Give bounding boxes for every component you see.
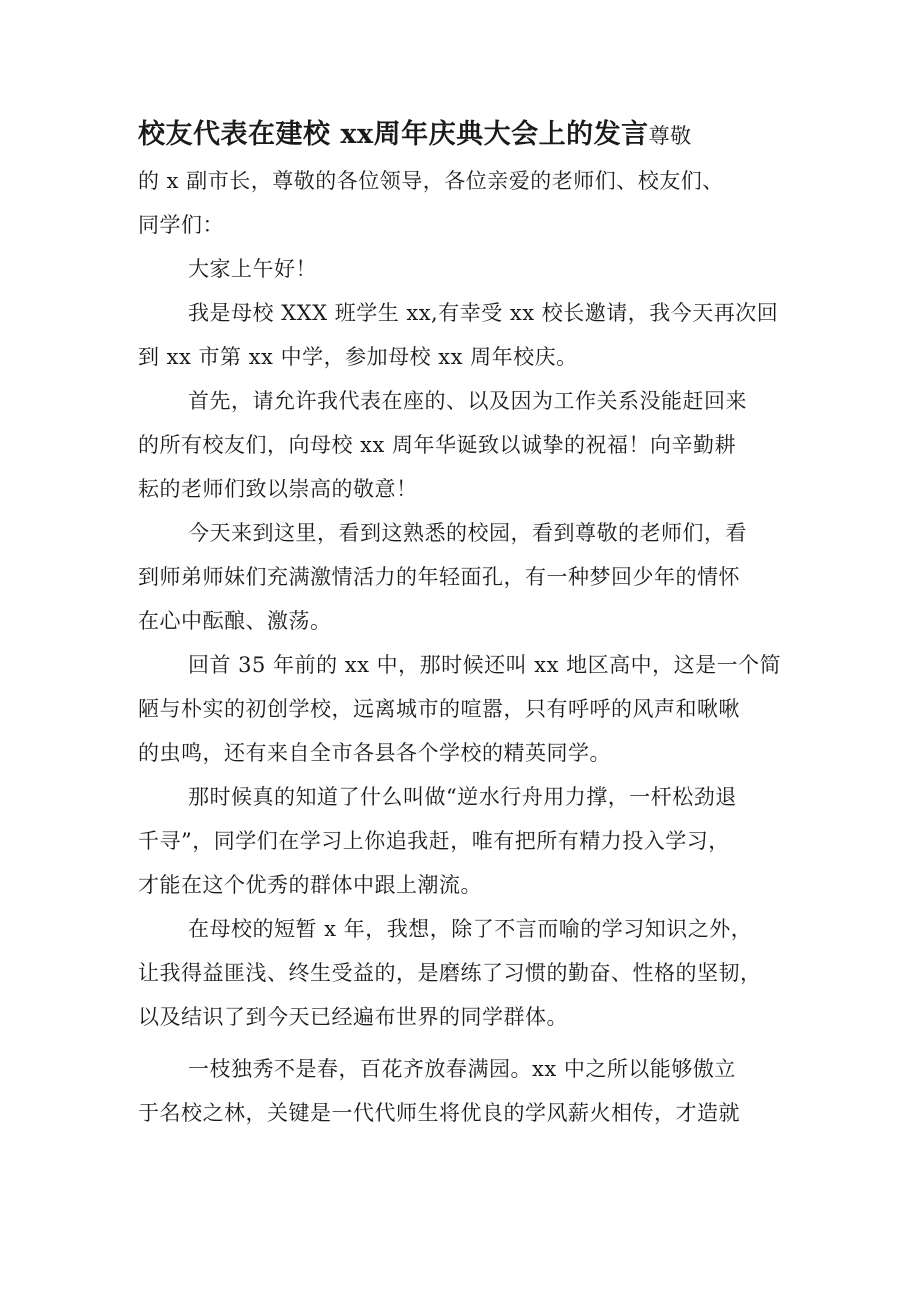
paragraph — [138, 907, 790, 1039]
paragraph-line: 陋与朴实的初创学校，远离城市的喧嚣，只有呼呼的风声和啾啾 — [138, 697, 740, 721]
paragraph-line: 于名校之林，关键是一代代师生将优良的学风薪火相传，才造就 — [138, 1101, 740, 1125]
paragraph — [138, 291, 790, 379]
title-tail-text: 尊敬 — [648, 124, 692, 148]
paragraph-spacer — [138, 1039, 790, 1047]
paragraph-line: 到 xx 市第 xx 中学，参加母校 xx 周年校庆。 — [138, 345, 578, 369]
paragraph-line: 回首 35 年前的 xx 中，那时候还叫 xx 地区高中，这是一个简 — [188, 653, 782, 677]
paragraph-line: 以及结识了到今天已经遍布世界的同学群体。 — [138, 1005, 568, 1029]
salutation-line: 同学们： — [138, 213, 224, 237]
paragraph — [138, 643, 790, 775]
paragraph-line: 那时候真的知道了什么叫做“逆水行舟用力撑，一杆松劲退 — [188, 785, 737, 809]
paragraph-line: 在母校的短暂 x 年，我想，除了不言而喻的学习知识之外， — [188, 917, 753, 941]
paragraph-line: 到师弟师妹们充满激情活力的年轻面孔，有一种梦回少年的情怀 — [138, 565, 740, 589]
document-title — [138, 112, 790, 159]
paragraph-line: 的虫鸣，还有来自全市各县各个学校的精英同学。 — [138, 741, 611, 765]
paragraph-line: 的所有校友们，向母校 xx 周年华诞致以诚挚的祝福！向辛勤耕 — [138, 433, 737, 457]
paragraph-line: 在心中酝酿、激荡。 — [138, 609, 332, 633]
salutation-line: 的 x 副市长，尊敬的各位领导，各位亲爱的老师们、校友们、 — [138, 169, 724, 193]
document-page — [138, 112, 790, 1135]
paragraph — [138, 775, 790, 907]
paragraph — [138, 511, 790, 643]
paragraph — [138, 379, 790, 511]
paragraph — [138, 1047, 790, 1135]
paragraph-line: 一枝独秀不是春，百花齐放春满园。xx 中之所以能够傲立 — [188, 1057, 736, 1081]
paragraph-line: 耘的老师们致以崇高的敬意！ — [138, 477, 418, 501]
paragraph-line: 大家上午好！ — [188, 257, 317, 281]
paragraph — [138, 247, 790, 291]
paragraph-line: 我是母校 XXX 班学生 xx,有幸受 xx 校长邀请，我今天再次回 — [188, 301, 779, 325]
paragraph-line: 让我得益匪浅、终生受益的，是磨练了习惯的勤奋、性格的坚韧， — [138, 961, 762, 985]
paragraph-line: 首先，请允许我代表在座的、以及因为工作关系没能赶回来 — [188, 389, 747, 413]
paragraph-line: 今天来到这里，看到这熟悉的校园，看到尊敬的老师们，看 — [188, 521, 747, 545]
paragraph-line: 才能在这个优秀的群体中跟上潮流。 — [138, 873, 482, 897]
title-text: 校友代表在建校 xx周年庆典大会上的发言 — [138, 119, 649, 150]
paragraph-line: 千寻”，同学们在学习上你追我赶，唯有把所有精力投入学习， — [138, 829, 730, 853]
